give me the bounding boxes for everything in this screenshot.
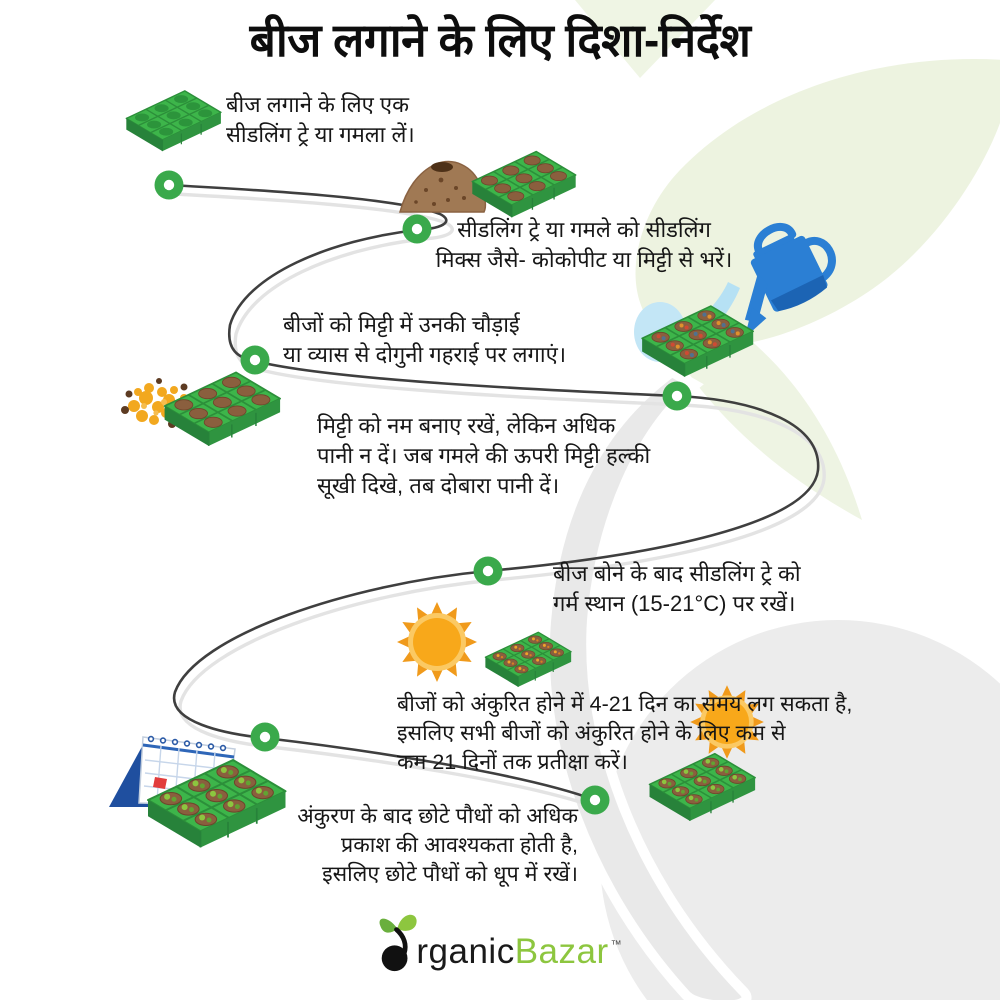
step-marker-5 <box>474 557 503 586</box>
step-1-text <box>226 90 415 150</box>
brand-logo <box>378 911 621 973</box>
step-3-line: बीजों को मिट्टी में उनकी चौड़ाई <box>283 312 520 337</box>
soil-tray-icon <box>165 372 281 446</box>
brand-seed-icon <box>378 911 420 973</box>
page-title: बीज लगाने के लिए दिशा-निर्देश <box>249 14 751 66</box>
step-1-line: बीज लगाने के लिए एक <box>226 92 409 117</box>
step-4-line: सूखी दिखे, तब दोबारा पानी दें। <box>317 472 560 498</box>
step-5-line: बीज बोने के बाद सीडलिंग ट्रे को <box>553 561 801 586</box>
step-6-text <box>397 690 852 778</box>
soil-filled-tray-icon <box>472 152 575 218</box>
step-marker-7 <box>581 786 610 815</box>
step-7-text <box>262 802 578 890</box>
sun-icon-1 <box>397 602 477 682</box>
step-6-line: कम 21 दिनों तक प्रतीक्षा करें। <box>397 750 628 775</box>
step-2-line: सीडलिंग ट्रे या गमले को सीडलिंग <box>457 217 711 242</box>
step-3-text <box>283 310 566 370</box>
step-marker-3 <box>241 346 270 375</box>
step-marker-6 <box>251 723 280 752</box>
step-6-line: इसलिए सभी बीजों को अंकुरित होने के लिए कम से <box>397 721 786 746</box>
step-2-text <box>418 215 750 275</box>
brand-trademark: ™ <box>610 939 622 951</box>
empty-seedling-tray-icon <box>126 91 221 151</box>
brand-name-bazar: Bazar <box>514 932 609 971</box>
step-7-line: इसलिए छोटे पौधों को धूप में रखें। <box>322 862 578 887</box>
brand-name-organic: rganic <box>416 932 515 971</box>
step-5-line: गर्म स्थान (15-21°C) पर रखें। <box>553 590 796 616</box>
step-3-line: या व्यास से दोगुनी गहराई पर लगाएं। <box>283 341 567 367</box>
step-7-line: प्रकाश की आवश्यकता होती है, <box>341 833 578 858</box>
step-marker-1 <box>155 171 184 200</box>
step-4-line: पानी न दें। जब गमले की ऊपरी मिट्टी हल्की <box>317 442 651 468</box>
step-marker-4 <box>663 382 692 411</box>
step-6-line: बीजों को अंकुरित होने में 4-21 दिन का समय लग सकता है, <box>397 692 853 716</box>
step-2-line: मिक्स जैसे- कोकोपीट या मिट्टी से भरें। <box>435 246 733 272</box>
step-5-text <box>553 559 801 619</box>
step-7-line: अंकुरण के बाद छोटे पौधों को अधिक <box>297 804 578 828</box>
step-4-text <box>317 411 650 501</box>
step-1-line: सीडलिंग ट्रे या गमला लें। <box>226 121 415 147</box>
step-4-line: मिट्टी को नम बनाए रखें, लेकिन अधिक <box>317 413 616 438</box>
bg-leaf-shape <box>636 59 1000 346</box>
